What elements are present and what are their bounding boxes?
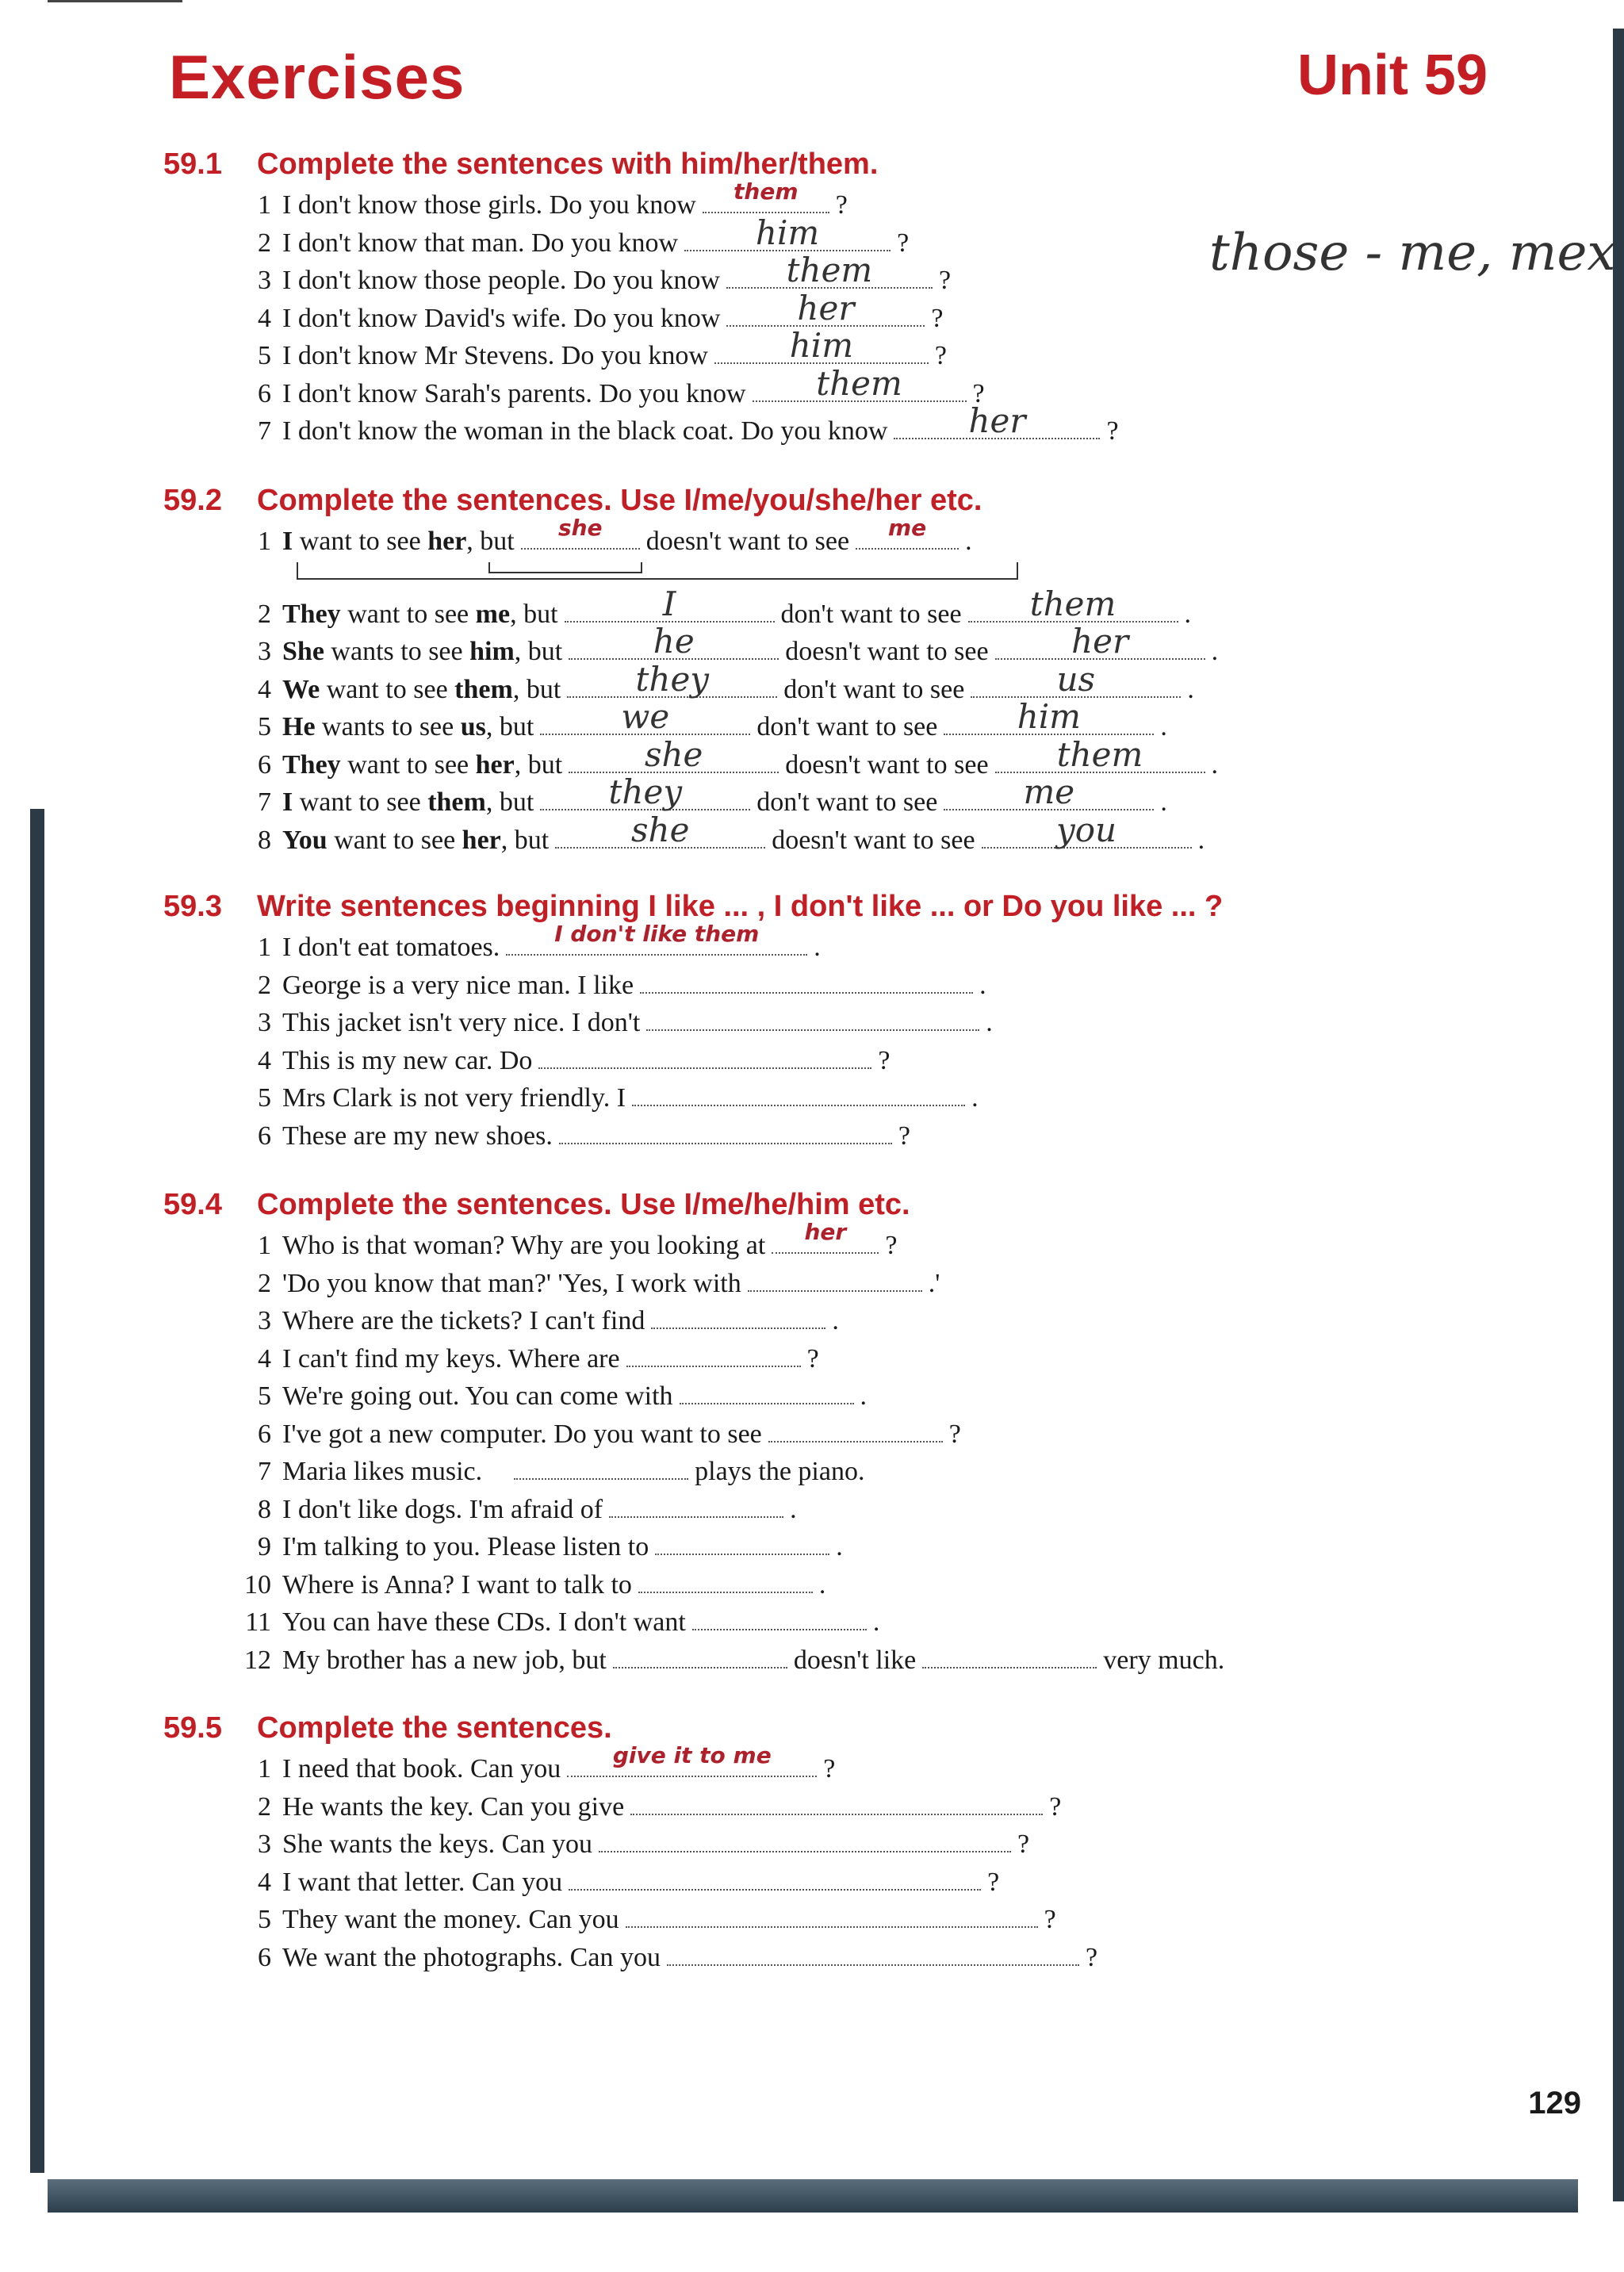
section-number: 59.3	[163, 890, 222, 923]
answer-blank[interactable]	[630, 1790, 1043, 1815]
exercise-line: 5 We're going out. You can come with .	[163, 1377, 1511, 1416]
exercise-line: 5 He wants to see us , but we don't want to see him .	[258, 697, 1167, 741]
exercise-line: 4 This is my new car. Do ?	[163, 1042, 1511, 1080]
answer-blank[interactable]: she	[569, 748, 779, 773]
answer-blank[interactable]: her	[726, 301, 925, 327]
answer-blank[interactable]: her	[894, 414, 1100, 439]
exercise-line: 3 I don't know those people. Do you know them ?	[258, 251, 952, 295]
answer-blank[interactable]: them	[726, 263, 933, 289]
top-rule	[48, 0, 182, 2]
answer-blank[interactable]	[646, 1006, 979, 1031]
section-59-1	[163, 148, 1511, 450]
exercise-line: 5 Mrs Clark is not very friendly. I .	[163, 1079, 1511, 1117]
section-number: 59.2	[163, 484, 222, 517]
answer-blank[interactable]	[632, 1081, 965, 1106]
exercise-line: 4 I want that letter. Can you ?	[163, 1864, 1511, 1902]
left-binding-bar	[30, 809, 44, 2173]
answer-blank[interactable]	[559, 1119, 892, 1144]
exercise-line: 8 I don't like dogs. I'm afraid of .	[163, 1491, 1511, 1529]
answer-blank[interactable]: give it to me	[567, 1752, 817, 1777]
section-59-5	[163, 1711, 1511, 1976]
answer-blank[interactable]: them	[995, 748, 1205, 773]
exercise-line: 2 He wants the key. Can you give ?	[163, 1788, 1511, 1826]
exercise-line: 5 They want the money. Can you ?	[163, 1901, 1511, 1939]
answer-blank[interactable]: you	[982, 823, 1192, 849]
section-instruction: Write sentences beginning I like ... , I don't like ... or Do you like ... ?	[257, 890, 1224, 923]
exercise-line: 4 We want to see them , but they don't want to see us .	[258, 659, 1194, 704]
answer-blank[interactable]	[768, 1417, 943, 1443]
answer-blank[interactable]	[599, 1827, 1011, 1852]
exercise-line: 6 We want the photographs. Can you ?	[163, 1939, 1511, 1977]
exercise-line: 6 I've got a new computer. Do you want to see ?	[163, 1416, 1511, 1454]
exercise-line: 8 You want to see her , but she doesn't want to see you .	[258, 810, 1205, 855]
exercise-line: 4 I don't know David's wife. Do you know her ?	[258, 288, 944, 333]
exercise-line: 3 Where are the tickets? I can't find .	[163, 1302, 1511, 1340]
answer-blank[interactable]: they	[540, 785, 750, 810]
exercise-line: 7 I don't know the woman in the black coat. Do you know her ?	[258, 401, 1119, 446]
exercise-line: 10 Where is Anna? I want to talk to .	[163, 1566, 1511, 1604]
answer-blank[interactable]	[569, 1865, 981, 1891]
answer-blank[interactable]: I don't like them	[506, 930, 807, 956]
answer-blank[interactable]: him	[944, 710, 1154, 735]
exercise-line: 3 This jacket isn't very nice. I don't .	[163, 1004, 1511, 1042]
exercise-line: 1 I don't know those girls. Do you know them ?	[258, 178, 848, 220]
exercise-line: 3 She wants to see him , but he doesn't want to see her .	[258, 622, 1219, 666]
exercise-line: 2 George is a very nice man. I like .	[163, 967, 1511, 1005]
answer-blank[interactable]: we	[540, 710, 750, 735]
answer-blank[interactable]	[922, 1643, 1097, 1669]
exercise-line: 6 I don't know Sarah's parents. Do you know them ?	[258, 363, 985, 408]
exercise-line: 4 I can't find my keys. Where are ?	[163, 1340, 1511, 1378]
unit-label: Unit 59	[1297, 44, 1488, 107]
section-59-3	[163, 890, 1511, 1155]
answer-blank[interactable]: me	[856, 524, 959, 550]
answer-blank[interactable]: they	[567, 672, 777, 698]
exercise-line: 1 I don't eat tomatoes. I don't like them .	[258, 921, 821, 962]
answer-blank[interactable]	[638, 1568, 813, 1593]
exercise-line: 1 I need that book. Can you give it to me ?	[258, 1742, 836, 1784]
bottom-binding-bar	[48, 2179, 1578, 2213]
exercise-line: 11 You can have these CDs. I don't want .	[163, 1603, 1511, 1642]
answer-blank[interactable]: me	[944, 785, 1154, 810]
section-instruction: Complete the sentences with him/her/them.	[257, 148, 879, 181]
answer-blank[interactable]: she	[555, 823, 765, 849]
answer-blank[interactable]	[680, 1379, 854, 1404]
answer-blank[interactable]	[609, 1492, 783, 1518]
answer-blank[interactable]: us	[971, 672, 1181, 698]
answer-blank[interactable]	[538, 1044, 871, 1069]
answer-blank[interactable]: her	[772, 1228, 879, 1254]
exercise-line: 6 They want to see her , but she doesn't want to see them .	[258, 734, 1219, 780]
answer-blank[interactable]: I	[565, 597, 775, 623]
answer-blank[interactable]: he	[569, 634, 779, 660]
right-binding-bar	[1613, 29, 1624, 2201]
answer-blank[interactable]	[748, 1266, 922, 1292]
exercise-line: 6 These are my new shoes. ?	[163, 1117, 1511, 1155]
answer-blank[interactable]: them	[703, 188, 829, 213]
section-instruction: Complete the sentences. Use I/me/he/him etc.	[257, 1188, 910, 1221]
exercise-line: 7 I want to see them , but they don't want to see me .	[258, 772, 1167, 817]
exercise-line: 5 I don't know Mr Stevens. Do you know him ?	[258, 326, 947, 370]
section-instruction: Complete the sentences. Use I/me/you/she/her etc.	[257, 484, 982, 517]
exercise-line: 1 I want to see her , but she doesn't want to see me .	[258, 515, 972, 556]
section-instruction: Complete the sentences.	[257, 1711, 612, 1745]
exercise-line: 3 She wants the keys. Can you ?	[163, 1826, 1511, 1864]
answer-blank[interactable]	[626, 1902, 1038, 1928]
answer-blank[interactable]	[626, 1342, 801, 1367]
exercise-line: 2 They want to see me , but I don't want to see them .	[258, 584, 1192, 629]
section-number: 59.5	[163, 1711, 222, 1745]
handwritten-margin-note: those - те, тех	[1209, 224, 1616, 282]
page-title: Exercises	[169, 42, 465, 112]
answer-blank[interactable]	[640, 968, 973, 994]
example-brackets	[163, 561, 1511, 596]
answer-blank[interactable]: her	[995, 634, 1205, 660]
answer-blank[interactable]	[655, 1530, 829, 1555]
answer-blank[interactable]: him	[714, 339, 929, 364]
exercise-line: 12 My brother has a new job, but doesn't like very much.	[163, 1642, 1511, 1680]
exercise-line: 2 'Do you know that man?' 'Yes, I work with .'	[163, 1265, 1511, 1303]
page-number: 129	[1528, 2086, 1581, 2121]
answer-blank[interactable]: them	[753, 377, 967, 402]
exercise-line: 1 Who is that woman? Why are you looking at her ?	[258, 1219, 898, 1260]
section-59-4	[163, 1188, 1511, 1679]
answer-blank[interactable]: she	[521, 524, 640, 550]
section-number: 59.4	[163, 1188, 222, 1221]
answer-blank[interactable]	[667, 1941, 1079, 1966]
exercise-line: 7 Maria likes music. plays the piano.	[163, 1453, 1511, 1491]
answer-blank[interactable]	[514, 1454, 688, 1480]
section-number: 59.1	[163, 148, 222, 181]
answer-blank[interactable]: them	[968, 597, 1178, 623]
exercise-line: 9 I'm talking to you. Please listen to .	[163, 1528, 1511, 1566]
answer-blank[interactable]	[613, 1643, 787, 1669]
exercise-line: 2 I don't know that man. Do you know him ?	[258, 213, 910, 258]
answer-blank[interactable]: him	[684, 226, 891, 251]
answer-blank[interactable]	[651, 1304, 825, 1329]
section-59-2	[163, 484, 1511, 859]
answer-blank[interactable]	[692, 1605, 867, 1630]
